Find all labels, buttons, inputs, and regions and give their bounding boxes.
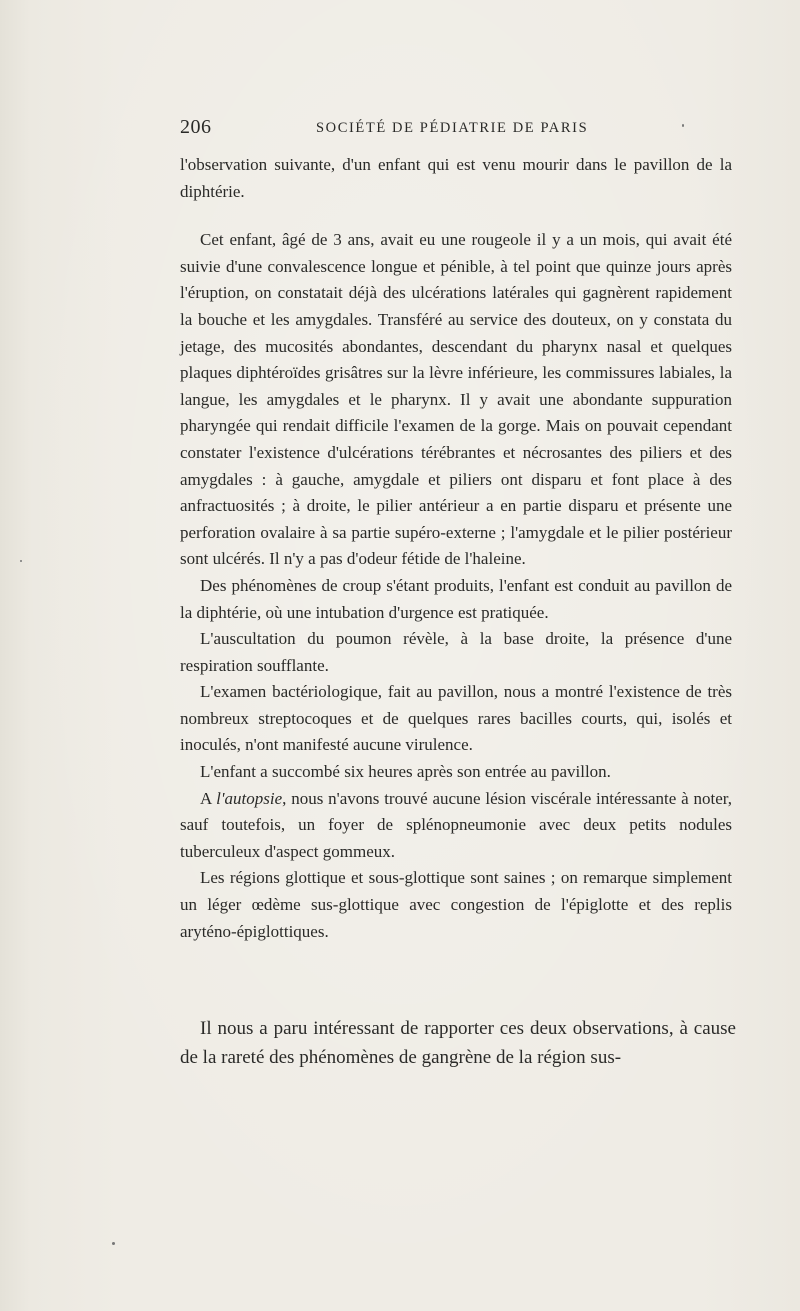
paragraph-autopsy bbox=[180, 786, 732, 866]
page-header bbox=[180, 116, 732, 140]
paragraph-glottis: Les régions glottique et sous-glottique sont saines ; on remarque simplement un léger œdème sus-glottique avec congestion de l'épiglotte et des replis aryténo-épiglottiques. bbox=[180, 868, 732, 941]
body-text bbox=[180, 152, 732, 945]
paragraph-case-history: Cet enfant, âgé de 3 ans, avait eu une rougeole il y a un mois, qui avait été suivie d'une convalescence longue et pénible, à tel point que quinze jours après l'éruption, on constatait déjà des ulcérations latérales qui gagnèrent rapidement la bouche et les amygdales. Transféré au service des douteux, on y constata du jetage, des mucosités abondantes, descendant du pharynx nasal et quelques plaques diphtéroïdes grisâtres sur la lèvre inférieure, les commissures labiales, la langue, les amygdales et le pharynx. Il y avait une abondante suppuration pharyngée qui rendait difficile l'examen de la gorge. Mais on pouvait cependant constater l'existence d'ulcérations térébrantes et nécrosantes des piliers et des amygdales : à gauche, amygdale et piliers ont disparu et font place à des anfractuosités ; à droite, le pilier antérieur a en partie disparu et présente une perforation ovalaire à sa partie supéro-externe ; l'amygdale et le pilier postérieur sont ulcérés. Il n'y a pas d'odeur fétide de l'haleine. bbox=[180, 230, 732, 569]
scan-speck bbox=[682, 124, 684, 127]
paragraph-death: L'enfant a succombé six heures après son entrée au pavillon. bbox=[200, 762, 611, 782]
paragraph-continuation: l'observation suivante, d'un enfant qui est venu mourir dans le pavillon de la diphtérie. bbox=[180, 155, 732, 201]
scan-speck bbox=[20, 560, 22, 562]
page-number: 206 bbox=[180, 116, 212, 138]
autopsy-prefix: A bbox=[200, 788, 217, 808]
running-head: SOCIÉTÉ DE PÉDIATRIE DE PARIS bbox=[316, 120, 589, 136]
paragraph-bacteriology: L'examen bactériologique, fait au pavillon, nous a montré l'existence de très nombreux streptocoques et de quelques rares bacilles courts, qui, isolés et inoculés, n'ont manifesté aucune virulence. bbox=[180, 682, 732, 755]
paragraph-croup: Des phénomènes de croup s'étant produits, l'enfant est conduit au pavillon de la diphtérie, où une intubation d'urgence est pratiquée. bbox=[180, 575, 732, 622]
scan-speck bbox=[112, 1242, 115, 1245]
paragraph-gap bbox=[180, 205, 732, 227]
closing-section bbox=[180, 1014, 736, 1072]
paragraph-auscultation: L'auscultation du poumon révèle, à la base droite, la présence d'une respiration soufflante. bbox=[180, 629, 732, 675]
paragraph-closing: Il nous a paru intéressant de rapporter ces deux observations, à cause de la rareté des phénomènes de gangrène de la région sus- bbox=[180, 1018, 736, 1068]
autopsy-italic-term: l'autopsie bbox=[216, 788, 283, 808]
autopsy-text: , nous n'avons trouvé aucune lésion viscérale intéressante à noter, sauf toutefois, un foyer de splénopneumonie avec deux petits nodules tuberculeux d'aspect gommeux. bbox=[180, 788, 732, 861]
